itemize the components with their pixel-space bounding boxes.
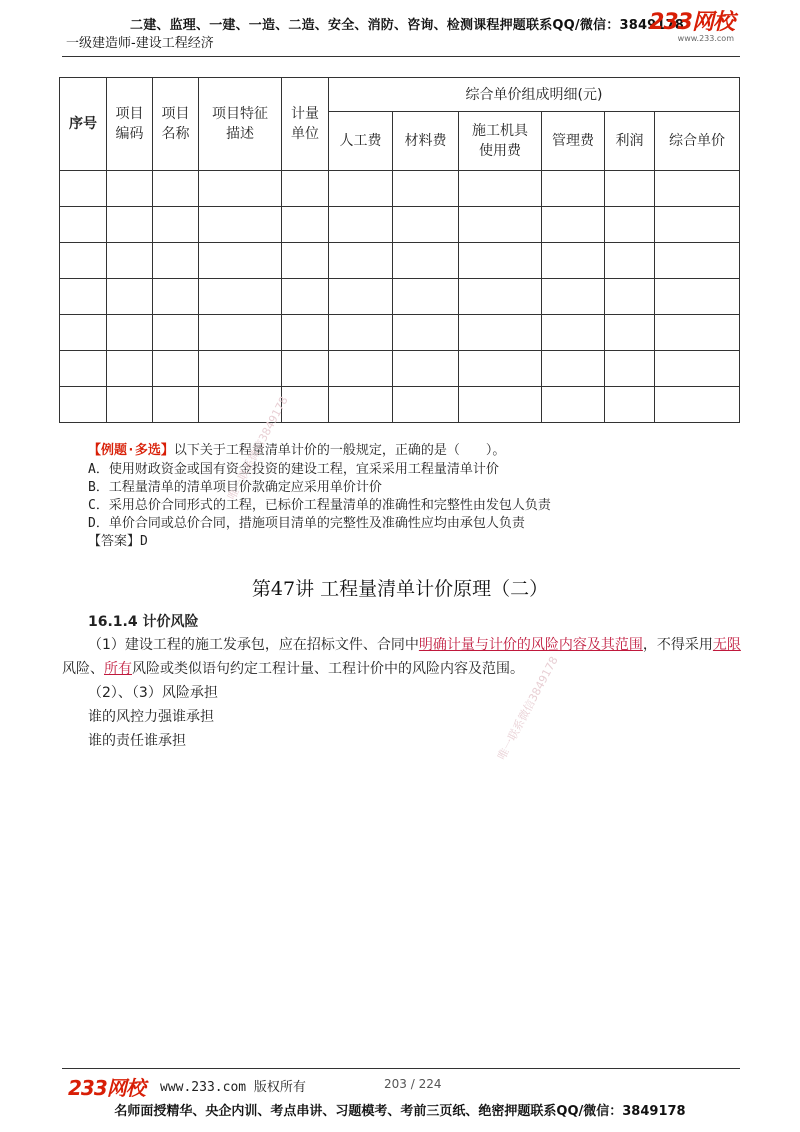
- table-cell: [459, 171, 542, 207]
- option-b: B．工程量清单的清单项目价款确定应采用单价计价: [88, 480, 382, 495]
- table-row: [60, 243, 740, 279]
- table-cell: [60, 171, 107, 207]
- table-cell: [655, 351, 740, 387]
- table-cell: [60, 207, 107, 243]
- header-logo: [649, 12, 734, 43]
- table-cell: [459, 207, 542, 243]
- example-question-text: 以下关于工程量清单计价的一般规定，正确的是（ ）。: [173, 443, 506, 458]
- table-cell: [542, 243, 605, 279]
- header-top-line: 二建、监理、一建、一造、二造、安全、消防、咨询、检测课程押题联系QQ/微信：3849178: [130, 18, 685, 33]
- table-cell: [107, 243, 153, 279]
- table-cell: [329, 387, 393, 423]
- col-management: 管理费: [542, 112, 605, 171]
- table-cell: [199, 243, 282, 279]
- table-cell: [199, 171, 282, 207]
- table-row: [60, 279, 740, 315]
- col-seq: 序号: [60, 78, 107, 171]
- unit-price-table: [59, 77, 740, 423]
- table-cell: [282, 279, 329, 315]
- lecture-title: 第47讲 工程量清单计价原理（二）: [251, 578, 549, 600]
- table-row: [60, 207, 740, 243]
- logo-text: 233网校: [649, 10, 734, 35]
- table-cell: [107, 207, 153, 243]
- table-cell: [393, 315, 459, 351]
- table-cell: [282, 351, 329, 387]
- table-cell: [60, 315, 107, 351]
- table-row: [60, 351, 740, 387]
- table-cell: [655, 315, 740, 351]
- table-cell: [459, 351, 542, 387]
- table-cell: [542, 315, 605, 351]
- header-subtitle: 一级建造师-建设工程经济: [66, 36, 214, 51]
- table-cell: [329, 171, 393, 207]
- table-cell: [107, 279, 153, 315]
- table-cell: [393, 207, 459, 243]
- option-c: C．采用总价合同形式的工程，已标价工程量清单的准确性和完整性由发包人负责: [88, 498, 551, 513]
- table-cell: [542, 351, 605, 387]
- table-cell: [655, 243, 740, 279]
- table-cell: [459, 387, 542, 423]
- example-tag: 【例题·多选】: [88, 443, 174, 458]
- table-cell: [107, 387, 153, 423]
- table-cell: [459, 243, 542, 279]
- table-cell: [329, 207, 393, 243]
- table-cell: [542, 387, 605, 423]
- table-cell: [655, 387, 740, 423]
- table-cell: [282, 243, 329, 279]
- table-cell: [542, 207, 605, 243]
- highlight-unlimited: 无限: [712, 637, 741, 653]
- table-cell: [282, 315, 329, 351]
- risk-bearing-heading: （2）、（3）风险承担: [88, 685, 218, 701]
- footer-bottom-line: 名师面授精华、央企内训、考点串讲、习题模考、考前三页纸、绝密押题联系QQ/微信：3849178: [114, 1104, 686, 1119]
- table-cell: [459, 279, 542, 315]
- table-cell: [107, 171, 153, 207]
- table-cell: [60, 279, 107, 315]
- table-cell: [655, 171, 740, 207]
- table-cell: [329, 315, 393, 351]
- table-cell: [655, 279, 740, 315]
- table-cell: [282, 171, 329, 207]
- table-cell: [393, 279, 459, 315]
- table-cell: [153, 243, 199, 279]
- table-cell: [329, 351, 393, 387]
- table-cell: [282, 207, 329, 243]
- table-cell: [542, 171, 605, 207]
- watermark: 唯一联系微信3849178: [225, 394, 291, 503]
- option-a: A．使用财政资金或国有资金投资的建设工程，宜采采用工程量清单计价: [88, 462, 499, 477]
- col-feature: 项目特征 描述: [199, 78, 282, 171]
- table-cell: [605, 243, 655, 279]
- logo-url: www.233.com: [677, 34, 734, 43]
- section-heading: 16.1.4 计价风险: [88, 614, 199, 630]
- example-question: [88, 439, 505, 458]
- risk-line-responsibility: 谁的责任谁承担: [88, 733, 186, 749]
- table-row: [60, 171, 740, 207]
- table-cell: [199, 207, 282, 243]
- table-cell: [153, 351, 199, 387]
- col-name: 项目 名称: [153, 78, 199, 171]
- table-cell: [107, 315, 153, 351]
- table-cell: [153, 387, 199, 423]
- table-cell: [605, 387, 655, 423]
- table-cell: [60, 243, 107, 279]
- col-machine: 施工机具 使用费: [459, 112, 542, 171]
- table-cell: [60, 387, 107, 423]
- header-divider: [62, 56, 740, 57]
- table-cell: [655, 207, 740, 243]
- footer-logo: 233网校: [68, 1076, 145, 1100]
- table-cell: [393, 351, 459, 387]
- paragraph-risk: （1）建设工程的施工发承包，应在招标文件、合同中明确计量与计价的风险内容及其范围，不得采用无限风险、所有风险或类似语句约定工程计量、工程计价中的风险内容及范围。: [62, 637, 741, 677]
- table-cell: [153, 171, 199, 207]
- table-cell: [199, 279, 282, 315]
- table-cell: [393, 387, 459, 423]
- footer-copyright: www.233.com 版权所有: [160, 1080, 306, 1095]
- highlight-all: 所有: [104, 661, 132, 677]
- col-labor: 人工费: [329, 112, 393, 171]
- page-number: 203 / 224: [384, 1077, 442, 1091]
- col-group-header: 综合单价组成明细(元): [329, 78, 740, 112]
- table-cell: [153, 207, 199, 243]
- table-cell: [393, 243, 459, 279]
- col-code: 项目 编码: [107, 78, 153, 171]
- risk-line-control: 谁的风控力强谁承担: [88, 709, 214, 725]
- highlight-risk-scope: 明确计量与计价的风险内容及其范围: [418, 637, 643, 653]
- footer-divider: [62, 1068, 740, 1069]
- table-cell: [605, 171, 655, 207]
- table-cell: [459, 315, 542, 351]
- table-cell: [153, 279, 199, 315]
- table-cell: [199, 351, 282, 387]
- col-unit: 计量 单位: [282, 78, 329, 171]
- table-cell: [605, 351, 655, 387]
- example-answer: 【答案】D: [88, 534, 148, 549]
- table-row: [60, 387, 740, 423]
- col-material: 材料费: [393, 112, 459, 171]
- option-d: D．单价合同或总价合同，措施项目清单的完整性及准确性应均由承包人负责: [88, 516, 525, 531]
- table-cell: [153, 315, 199, 351]
- table-cell: [605, 279, 655, 315]
- table-cell: [542, 279, 605, 315]
- table-cell: [199, 315, 282, 351]
- table-cell: [60, 351, 107, 387]
- col-profit: 利润: [605, 112, 655, 171]
- watermark: 唯一联系微信3849178: [495, 654, 561, 763]
- table-cell: [329, 243, 393, 279]
- table-cell: [605, 315, 655, 351]
- table-row: [60, 315, 740, 351]
- table-cell: [393, 171, 459, 207]
- table-cell: [329, 279, 393, 315]
- col-unit-price: 综合单价: [655, 112, 740, 171]
- table-cell: [605, 207, 655, 243]
- table-cell: [107, 351, 153, 387]
